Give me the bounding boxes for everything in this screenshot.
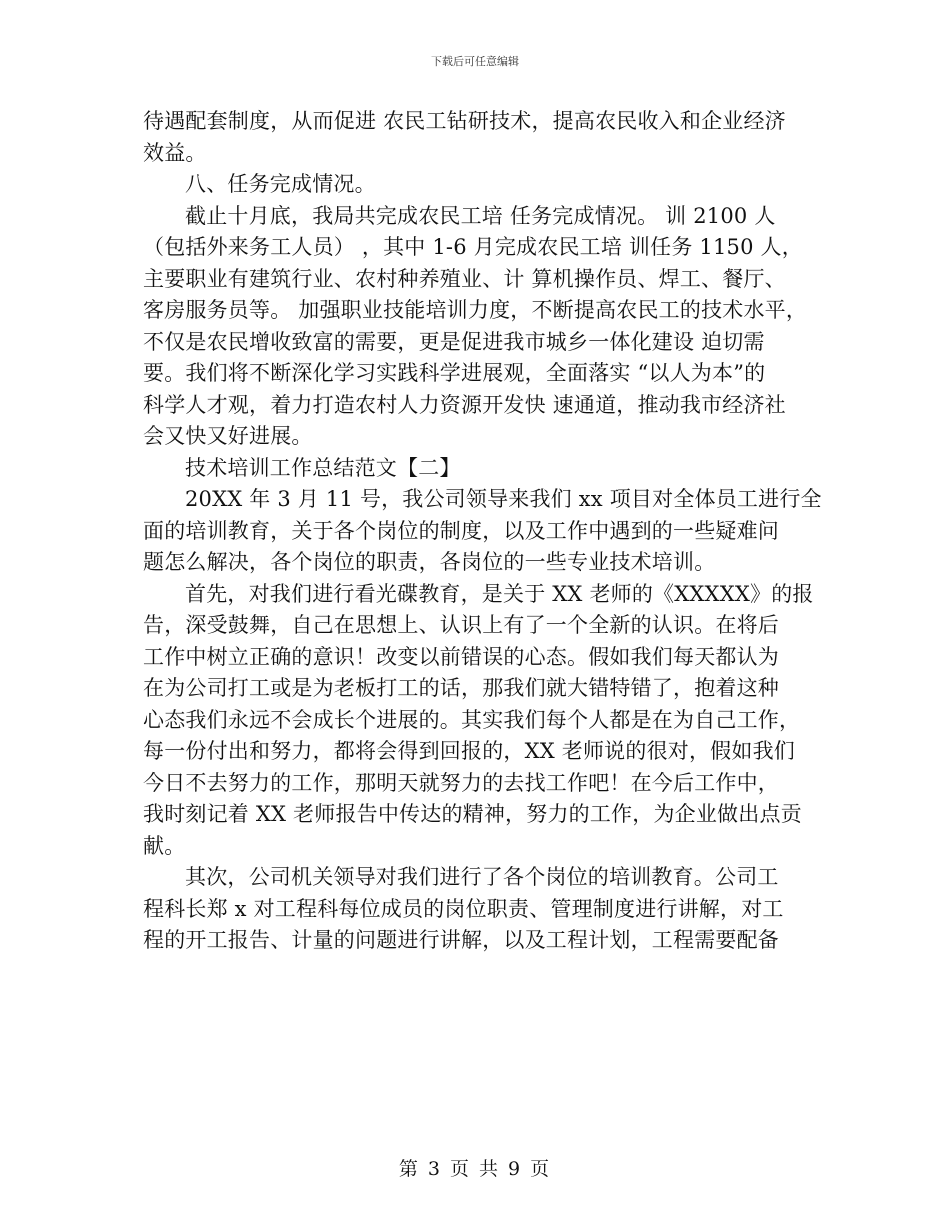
text-line: 程科长郑 x 对工程科每位成员的岗位职责、管理制度进行讲解，对工 <box>143 896 784 921</box>
text-line: 要。我们将不断深化学习实践科学进展观，全面落实 “以人为本”的 <box>143 361 766 385</box>
text-line: 每一份付出和努力，都将会得到回报的，XX 老师说的很对，假如我们 <box>143 739 795 763</box>
text-line: 截止十月底，我局共完成农民工培 任务完成情况。 训 2100 人 <box>185 203 776 228</box>
text-line: 我时刻记着 XX 老师报告中传达的精神，努力的工作，为企业做出点贡 <box>143 802 802 826</box>
text-line: 效益。 <box>143 140 207 165</box>
text-line: 献。 <box>143 833 186 858</box>
text-line: 不仅是农民增收致富的需要，更是促进我市城乡一体化建设 迫切需 <box>143 329 765 354</box>
page-number-footer: 第 3 页 共 9 页 <box>398 1158 552 1180</box>
text-line: 告，深受鼓舞，自己在思想上、认识上有了一个全新的认识。在将后 <box>143 613 779 637</box>
text-line: 程的开工报告、计量的问题进行讲解，以及工程计划，工程需要配备 <box>143 928 779 952</box>
text-line: 工作中树立正确的意识！改变以前错误的心态。假如我们每天都认为 <box>143 644 779 669</box>
text-line: 首先，对我们进行看光碟教育，是关于 XX 老师的《XXXXX》的报 <box>185 581 814 606</box>
text-line: 会又快又好进展。 <box>143 424 313 448</box>
page-header-note: 下载后可任意编辑 <box>431 55 519 68</box>
text-line: 在为公司打工或是为老板打工的话，那我们就大错特错了，抱着这种 <box>143 676 779 700</box>
text-line: 今日不去努力的工作，那明天就努力的去找工作吧！在今后工作中， <box>143 770 779 795</box>
text-line: 科学人才观，着力打造农村人力资源开发快 速通道，推动我市经济社 <box>143 392 786 417</box>
text-line: 待遇配套制度，从而促进 农民工钻研技术，提高农民收入和企业经济 <box>143 109 786 133</box>
document-body <box>143 106 822 957</box>
text-line: 八、任务完成情况。 <box>185 172 376 196</box>
text-line: 其次，公司机关领导对我们进行了各个岗位的培训教育。公司工 <box>185 865 779 889</box>
text-line: 题怎么解决，各个岗位的职责，各岗位的一些专业技术培训。 <box>143 550 716 574</box>
text-line: 心态我们永远不会成长个进展的。其实我们每个人都是在为自己工作， <box>143 707 801 732</box>
text-line: 技术培训工作总结范文【二】 <box>185 455 461 480</box>
text-line: 主要职业有建筑行业、农村种养殖业、计 算机操作员、焊工、餐厅、 <box>143 266 786 291</box>
text-line: （包括外来务工人员） ，其中 1-6 月完成农民工培 训任务 1150 人， <box>143 235 803 259</box>
text-line: 客房服务员等。 加强职业技能培训力度，不断提高农民工的技术水平， <box>143 298 808 322</box>
text-line: 20XX 年 3 月 11 号，我公司领导来我们 xx 项目对全体员工进行全 <box>185 487 822 511</box>
text-line: 面的培训教育，关于各个岗位的制度，以及工作中遇到的一些疑难问 <box>143 518 779 543</box>
